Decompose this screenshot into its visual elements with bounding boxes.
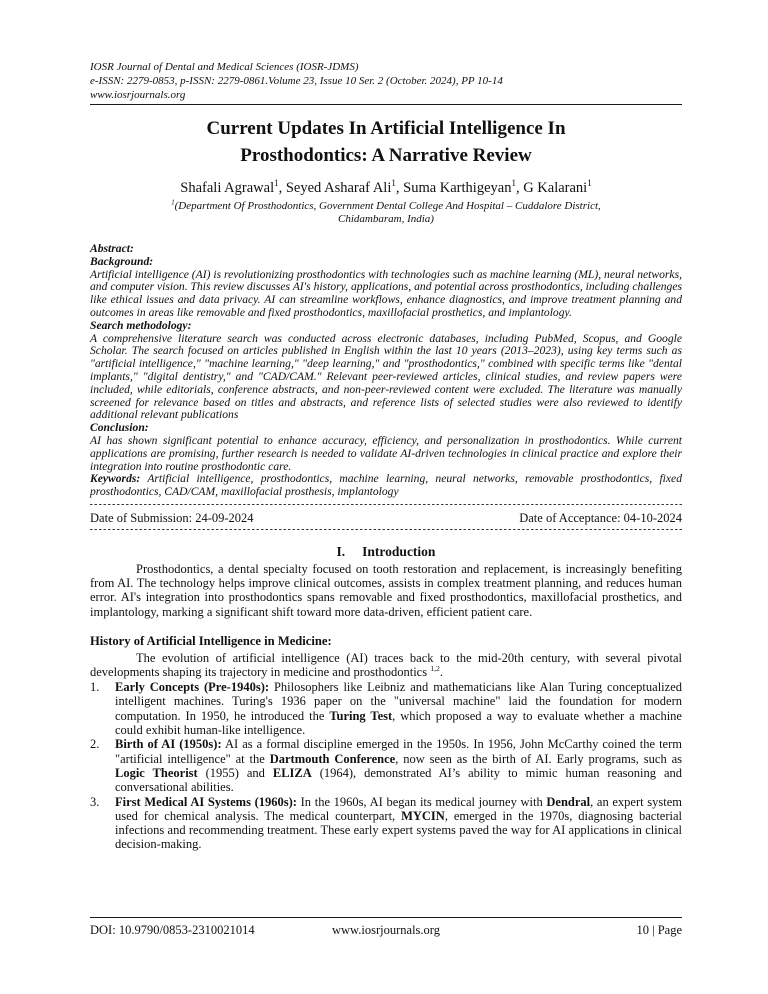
abstract-paragraph: AI has shown significant potential to enhance accuracy, efficiency, and personalization in prosthodontics. While current applications are promising, further research is needed to validate AI-driven technologies in clinical practice and explore their integration into routine prosthodontic care. — [90, 433, 682, 473]
journal-name: IOSR Journal of Dental and Medical Sciences (IOSR-JDMS) — [90, 61, 359, 73]
page-footer — [90, 917, 682, 938]
list-item-text: Birth of AI (1950s): AI as a formal discipline emerged in the 1950s. In 1956, John McCarthy coined the term "artificial intelligence" at the Dartmouth Conference, now seen as the birth of AI. Early programs, such as Logic Theorist (1955) and ELIZA (1964), demonstrated AI’s ability to mimic human reasoning and conversational abilities. — [115, 737, 683, 795]
affiliation-line-2: Chidambaram, India) — [338, 213, 434, 225]
list-item-number: 3. — [90, 794, 100, 809]
list-item — [90, 737, 682, 794]
list-item-text: Early Concepts (Pre-1940s): Philosophers like Leibniz and mathematicians like Alan Turing conceptualized intelligent machines. Turing's 1936 paper on the "universal machine" laid the foundation for modern computation. In 1950, he introduced the Turing Test, which proposed a way to evaluate whether a machine could exhibit human-like intelligence. — [115, 680, 682, 738]
submission-date: Date of Submission: 24-09-2024 — [90, 510, 254, 525]
abstract-paragraph: Background: — [90, 254, 154, 268]
abstract-paragraph: Search methodology: — [90, 318, 192, 332]
history-heading: History of Artificial Intelligence in Medicine: — [90, 633, 332, 648]
acceptance-date: Date of Acceptance: 04-10-2024 — [519, 510, 682, 525]
issn-volume-line: e-ISSN: 2279-0853, p-ISSN: 2279-0861.Volume 23, Issue 10 Ser. 2 (October. 2024), PP 10-14 — [90, 75, 503, 87]
header-rule — [90, 104, 682, 105]
page-header — [90, 0, 682, 105]
list-item-number: 1. — [90, 680, 100, 695]
affiliation-line-1: $^1$(Department Of Prosthodontics, Government Dental College And Hospital – Cuddalore District, — [171, 199, 601, 212]
list-item — [90, 795, 682, 852]
list-item-text: First Medical AI Systems (1960s): In the 1960s, AI began its medical journey with Dendral, an expert system used for chemical analysis. The medical counterpart, MYCIN, emerged in the 1970s, diagnosing bacterial infections and recommending treatment. These early expert systems paved the way for AI applications in clinical decision-making. — [115, 794, 682, 852]
footer-doi: DOI: 10.9790/0853-2310021014 — [90, 923, 255, 937]
list-item-number: 2. — [90, 737, 100, 752]
footer-website: www.iosrjournals.org — [332, 923, 440, 937]
journal-website: www.iosrjournals.org — [90, 89, 186, 101]
abstract-paragraph: Artificial intelligence (AI) is revolutionizing prosthodontics with technologies such as machine learning (ML), neural networks, and computer vision. This review discusses AI's history, applications, and potential across prosthodontics, including challenges like ethical issues and data privacy. AI can streamline workflows, enhance diagnostics, and improve treatment planning and outcomes in areas like removable and fixed prosthodontics, maxillofacial prosthetics, and implantology. — [90, 267, 682, 319]
section-number: I. — [336, 543, 346, 559]
article-title — [90, 116, 682, 169]
list-item — [90, 680, 682, 737]
dashed-separator-bottom — [90, 529, 682, 531]
authors-line: Shafali Agrawal$^1$, Seyed Asharaf Ali$^1$, Suma Karthigeyan$^1$, G Kalarani$^1$ — [180, 178, 592, 196]
abstract-block — [90, 243, 682, 499]
article-title-line-1: Current Updates In Artificial Intelligence In — [206, 118, 566, 139]
affiliation — [90, 200, 682, 226]
abstract-paragraph: A comprehensive literature search was conducted across electronic databases, including PubMed, Scopus, and Google Scholar. The search focused on articles published in English within the last 10 years (2013–2023), using key terms such as "artificial intelligence," "machine learning," "deep learning," and "prosthodontics," combined with specific terms like "dental implants," "digital dentistry," and "CAD/CAM." Relevant peer-reviewed articles, clinical studies, and review papers were included, while editorials, conference abstracts, and non-peer-reviewed content were excluded. The literature was manually screened for relevance based on titles and abstracts, and reference lists of selected studies were also reviewed to identify additional relevant publications — [90, 331, 682, 422]
dates-row — [90, 506, 682, 529]
article-title-line-2: Prosthodontics: A Narrative Review — [240, 144, 532, 166]
section-heading-introduction — [90, 543, 682, 560]
history-numbered-list — [90, 680, 682, 852]
abstract-paragraph: Conclusion: — [90, 421, 149, 435]
abstract-paragraph: Keywords: Artificial intelligence, prosthodontics, machine learning, neural networks, removable prosthodontics, fixed prosthodontics, CAD/CAM, maxillofacial prosthesis, implantology — [90, 472, 682, 499]
footer-page-number: 10 | Page — [636, 923, 682, 937]
history-paragraph: The evolution of artificial intelligence (AI) traces back to the mid-20th century, with several pivotal developments shaping its trajectory in medicine and prosthodontics $^{1,2}$. — [90, 650, 682, 679]
introduction-paragraph: Prosthodontics, a dental specialty focused on tooth restoration and replacement, is increasingly benefiting from AI. The technology helps improve clinical outcomes, assists in complex treatment planning, and reduces human error. AI's integration into prosthodontics spans removable and fixed prosthodontics, maxillofacial prosthetics, and implantology, marking a significant shift toward more data-driven, efficient patient care. — [90, 561, 682, 619]
abstract-paragraph: Abstract: — [90, 242, 134, 255]
section-title: Introduction — [362, 543, 436, 559]
